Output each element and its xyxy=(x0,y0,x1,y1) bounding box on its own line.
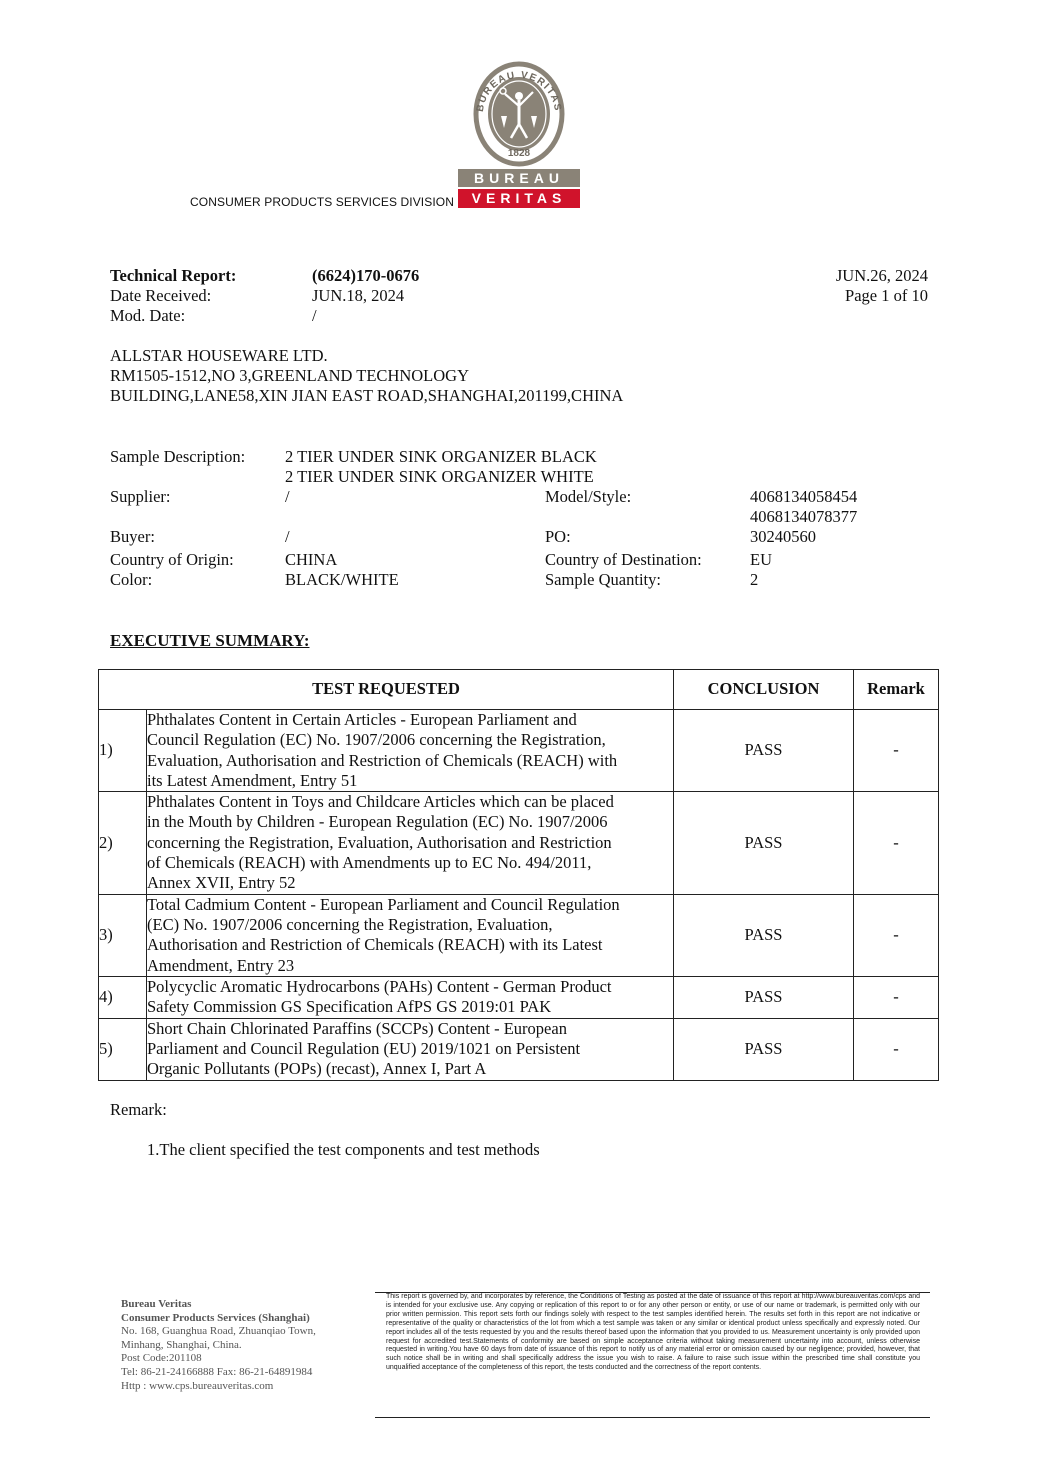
remark-note: 1.The client specified the test components and test methods xyxy=(147,1140,540,1159)
test-line: of Chemicals (REACH) with Amendments up to EC No. 494/2011, xyxy=(147,853,592,873)
test-line: Council Regulation (EC) No. 1907/2006 concerning the Registration, xyxy=(147,730,606,750)
conclusion-value: PASS xyxy=(674,976,854,1018)
row-number: 3) xyxy=(99,894,147,976)
svg-text:BUREAU VERITAS: BUREAU VERITAS xyxy=(474,69,564,113)
technical-report-label: Technical Report: xyxy=(110,266,237,285)
country-origin-label: Country of Origin: xyxy=(110,550,234,569)
test-line: Amendment, Entry 23 xyxy=(147,955,295,975)
remark-value: - xyxy=(854,894,939,976)
executive-summary-title: EXECUTIVE SUMMARY: xyxy=(110,631,310,650)
conclusion-value: PASS xyxy=(674,710,854,792)
row-number: 2) xyxy=(99,792,147,894)
test-line: Short Chain Chlorinated Paraffins (SCCPs) Content - European xyxy=(147,1018,567,1038)
test-description xyxy=(147,976,674,1018)
test-description xyxy=(147,710,674,792)
table-header-row xyxy=(99,670,939,710)
footer-website: Http : www.cps.bureauveritas.com xyxy=(121,1379,274,1392)
bureau-veritas-logo xyxy=(455,56,583,212)
remark-label: Remark: xyxy=(110,1100,167,1119)
table-row xyxy=(99,710,939,792)
test-line: Authorisation and Restriction of Chemicals (REACH) with its Latest xyxy=(147,935,603,955)
column-header-conclusion: CONCLUSION xyxy=(674,670,854,710)
model-style-label: Model/Style: xyxy=(545,487,632,506)
sample-description-label: Sample Description: xyxy=(110,447,246,466)
supplier-label: Supplier: xyxy=(110,487,171,506)
sample-description-2: 2 TIER UNDER SINK ORGANIZER WHITE xyxy=(285,467,594,486)
conclusion-value: PASS xyxy=(674,792,854,894)
logo-word-veritas: VERITAS xyxy=(471,190,567,206)
po-value: 30240560 xyxy=(750,527,816,546)
test-summary-table xyxy=(98,669,939,1081)
test-line: in the Mouth by Children - European Regulation (EC) No. 1907/2006 xyxy=(147,812,608,832)
page-number: Page 1 of 10 xyxy=(845,286,928,305)
table-row xyxy=(99,792,939,894)
po-label: PO: xyxy=(545,527,571,546)
color-label: Color: xyxy=(110,570,153,589)
buyer-label: Buyer: xyxy=(110,527,155,546)
report-number: (6624)170-0676 xyxy=(312,266,420,285)
division-label: CONSUMER PRODUCTS SERVICES DIVISION xyxy=(190,195,454,209)
test-line: Polycyclic Aromatic Hydrocarbons (PAHs) Content - German Product xyxy=(147,977,612,997)
column-header-test: TEST REQUESTED xyxy=(99,670,674,710)
model-style-2: 4068134078377 xyxy=(750,507,858,526)
test-line: Parliament and Council Regulation (EU) 2019/1021 on Persistent xyxy=(147,1039,581,1059)
mod-date: / xyxy=(312,306,317,325)
table-row xyxy=(99,976,939,1018)
client-address-line-2: BUILDING,LANE58,XIN JIAN EAST ROAD,SHANGHAI,201199,CHINA xyxy=(110,386,624,405)
test-line: concerning the Registration, Evaluation, Authorisation and Restriction xyxy=(147,832,612,852)
row-number: 4) xyxy=(99,976,147,1018)
footer-line: Minhang, Shanghai, China. xyxy=(121,1338,242,1351)
remark-value: - xyxy=(854,976,939,1018)
mod-date-label: Mod. Date: xyxy=(110,306,186,325)
date-received-label: Date Received: xyxy=(110,286,212,305)
country-destination-label: Country of Destination: xyxy=(545,550,702,569)
footer-disclaimer: This report is governed by, and incorporates by reference, the Conditions of Testing as posted at the date of issuance of this report at http://www.bureauveritas.com/cps and is intended for your exclusive use. Any copying or replication of this report to or for any other person or entity, or use of our name or trademark, is permitted only with our prior written permission. This report sets forth our findings solely with respect to the test samples identified herein. The results set forth in this report are not indicative or representative of the quality or characteristics of the lot from which a test sample was taken or any similar or identical product unless specifically and expressly noted. Our report includes all of the tests requested by you and the results thereof based upon the information that you provided to us. Measurement uncertainty is only provided upon request for accredited test.Statements of conformity are based on simple acceptance criteria without taking measurement uncertainty into account, unless otherwise requested in writing.You have 60 days from date of issuance of this report to notify us of any material error or omission caused by our negligence; provided, however, that such notice shall be in writing and shall specifically address the issue you wish to raise. A failure to raise such issue within the prescribed time shall constitute you unqualified acceptance of the completeness of this report, the tests conducted and the correctness of the report contents. xyxy=(386,1293,920,1372)
test-line: its Latest Amendment, Entry 51 xyxy=(147,770,358,790)
test-line: Safety Commission GS Specification AfPS GS 2019:01 PAK xyxy=(147,997,552,1017)
model-style-1: 4068134058454 xyxy=(750,487,858,506)
footer-line: No. 168, Guanghua Road, Zhuanqiao Town, xyxy=(121,1325,316,1338)
test-description xyxy=(147,792,674,894)
footer-division: Consumer Products Services (Shanghai) xyxy=(121,1311,310,1324)
country-destination-value: EU xyxy=(750,550,772,569)
color-value: BLACK/WHITE xyxy=(285,570,399,589)
footer-line: Tel: 86-21-24166888 Fax: 86-21-64891984 xyxy=(121,1365,313,1378)
remark-value: - xyxy=(854,1018,939,1080)
row-number: 1) xyxy=(99,710,147,792)
test-description xyxy=(147,1018,674,1080)
client-address-line-1: RM1505-1512,NO 3,GREENLAND TECHNOLOGY xyxy=(110,366,470,385)
test-line: Total Cadmium Content - European Parliament and Council Regulation xyxy=(147,894,620,914)
sample-description-1: 2 TIER UNDER SINK ORGANIZER BLACK xyxy=(285,447,597,466)
client-name: ALLSTAR HOUSEWARE LTD. xyxy=(110,346,328,365)
test-line: Phthalates Content in Toys and Childcare Articles which can be placed xyxy=(147,792,614,812)
row-number: 5) xyxy=(99,1018,147,1080)
svg-text:1828: 1828 xyxy=(507,148,531,159)
footer-bottom-divider xyxy=(375,1417,930,1418)
country-origin-value: CHINA xyxy=(285,550,338,569)
sample-quantity-value: 2 xyxy=(750,570,759,589)
supplier-value: / xyxy=(285,487,290,506)
buyer-value: / xyxy=(285,527,290,546)
remark-value: - xyxy=(854,710,939,792)
column-header-remark: Remark xyxy=(854,670,939,710)
date-received: JUN.18, 2024 xyxy=(312,286,405,305)
footer-address-block xyxy=(121,1298,316,1393)
logo-word-bureau: BUREAU xyxy=(474,170,564,186)
footer-company: Bureau Veritas xyxy=(121,1298,192,1310)
table-row xyxy=(99,1018,939,1080)
report-date: JUN.26, 2024 xyxy=(835,266,928,285)
table-row xyxy=(99,894,939,976)
conclusion-value: PASS xyxy=(674,894,854,976)
remark-value: - xyxy=(854,792,939,894)
footer-line: Post Code:201108 xyxy=(121,1352,202,1365)
conclusion-value: PASS xyxy=(674,1018,854,1080)
test-line: Evaluation, Authorisation and Restriction of Chemicals (REACH) with xyxy=(147,750,618,770)
sample-quantity-label: Sample Quantity: xyxy=(545,570,661,589)
test-line: Annex XVII, Entry 52 xyxy=(147,873,296,893)
test-line: Organic Pollutants (POPs) (recast), Annex I, Part A xyxy=(147,1059,487,1079)
test-line: Phthalates Content in Certain Articles - European Parliament and xyxy=(147,710,577,729)
test-line: (EC) No. 1907/2006 concerning the Registration, Evaluation, xyxy=(147,914,553,934)
test-description xyxy=(147,894,674,976)
